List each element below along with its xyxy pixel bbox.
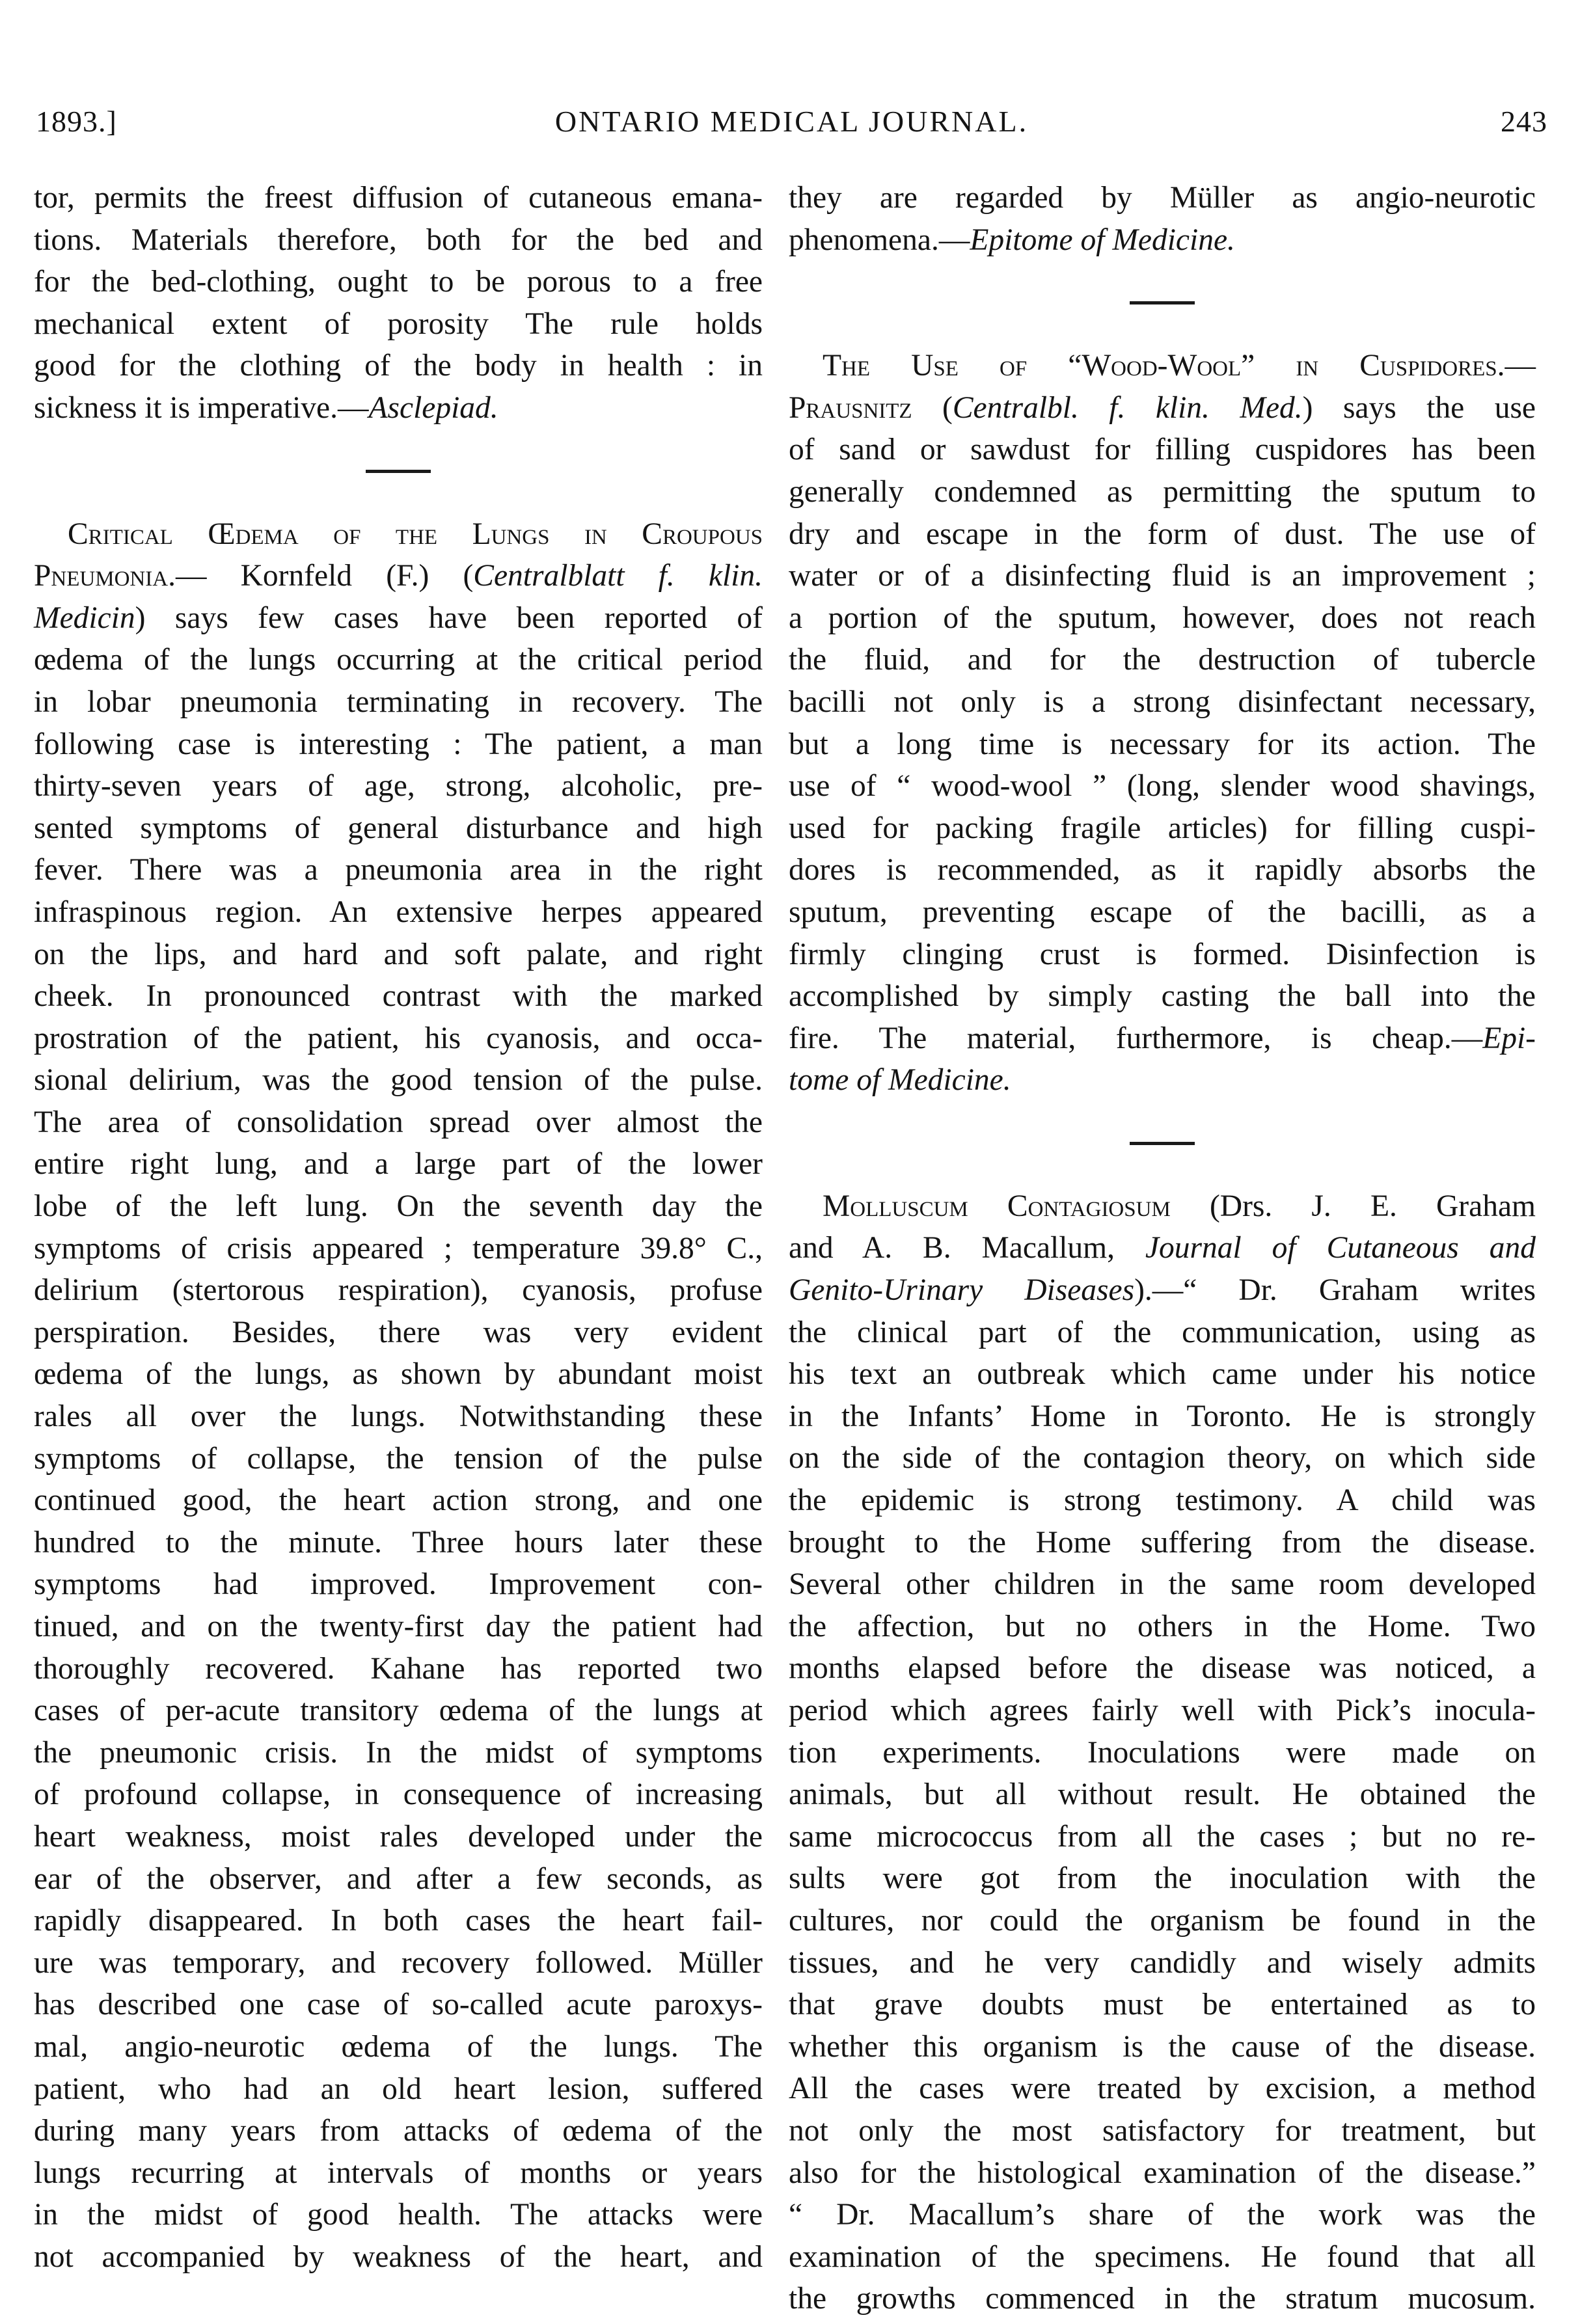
article-title-cont: Pneumonia. — [34, 559, 176, 593]
text-line: but a long time is necessary for its action. The — [789, 727, 1536, 761]
text-line: dry and escape in the form of dust. The use of — [789, 517, 1536, 551]
text-line: on the lips, and hard and soft palate, and right — [34, 937, 763, 971]
text-line: phenomena.—Epitome of Medicine. — [789, 223, 1235, 257]
text-line: and A. B. Macallum, Journal of Cutaneous and — [789, 1231, 1536, 1265]
text-line: examination of the specimens. He found that all — [789, 2239, 1536, 2274]
section-divider — [1130, 301, 1195, 304]
text-line: sputum, preventing escape of the bacilli, as a — [789, 895, 1536, 929]
text-line: his text an outbreak which came under his notice — [789, 1357, 1536, 1392]
text-line: symptoms had improved. Improvement con- — [34, 1567, 763, 1602]
section-divider — [1130, 1142, 1195, 1145]
text-line: prostration of the patient, his cyanosis, and occa- — [34, 1021, 763, 1055]
text-line: also for the histological examination of the disease.” — [789, 2155, 1536, 2190]
text-line: not accompanied by weakness of the heart, and — [34, 2239, 763, 2274]
text-line: fire. The material, furthermore, is cheap.—Epi- — [789, 1021, 1536, 1055]
text-line: Several other children in the same room developed — [789, 1567, 1536, 1602]
text-line: of sand or sawdust for filling cuspidores has been — [789, 433, 1536, 467]
text-line: during many years from attacks of œdema of the — [34, 2114, 763, 2148]
text-line: water or of a disinfecting fluid is an improvement ; — [789, 559, 1536, 593]
text-line: perspiration. Besides, there was very evident — [34, 1315, 763, 1349]
text-line: of profound collapse, in consequence of increasing — [34, 1777, 763, 1812]
text-line: œdema of the lungs, as shown by abundant moist — [34, 1357, 763, 1392]
text-line: use of “ wood-wool ” (long, slender wood shavings, — [789, 769, 1536, 804]
text-line: used for packing fragile articles) for filling cuspi- — [789, 811, 1536, 845]
journal-citation: Centralbl. f. klin. Med. — [952, 390, 1303, 425]
text-line: period which agrees fairly well with Pick’s inocula- — [789, 1694, 1536, 1727]
article-molluscum — [789, 1185, 1536, 2320]
source-citation: Epitome of Medicine. — [970, 223, 1235, 257]
text-line: œdema of the lungs occurring at the critical period — [34, 643, 763, 677]
text-line: infraspinous region. An extensive herpes appeared — [34, 895, 763, 929]
journal-citation: Genito-Urinary Diseases — [789, 1273, 1135, 1308]
running-head — [36, 104, 1547, 150]
text-line: tinued, and on the twenty-first day the patient had — [34, 1610, 763, 1643]
text-line: animals, but all without result. He obtained the — [789, 1777, 1536, 1812]
text-line: mechanical extent of porosity The rule holds — [34, 306, 763, 341]
text-line: thoroughly recovered. Kahane has reported two — [34, 1651, 763, 1686]
text-line: thirty-seven years of age, strong, alcoholic, pre- — [34, 769, 763, 804]
text-line: following case is interesting : The patient, a man — [34, 727, 763, 761]
left-column — [34, 177, 763, 2278]
page-number: 243 — [1501, 105, 1547, 138]
text-line: cheek. In pronounced contrast with the marked — [34, 979, 763, 1014]
source-citation: Asclepiad. — [368, 390, 498, 425]
text-line: mal, angio-neurotic œdema of the lungs. The — [34, 2029, 763, 2064]
text-line: the growths commenced in the stratum mucosum. — [789, 2282, 1536, 2316]
journal-citation: Centralblatt f. klin. — [473, 559, 763, 593]
text-line: sional delirium, was the good tension of the pulse. — [34, 1063, 763, 1098]
text-line: the pneumonic crisis. In the midst of symptoms — [34, 1735, 763, 1770]
text-line: ure was temporary, and recovery followed. Müller — [34, 1945, 763, 1980]
text-line: Molluscum Contagiosum (Drs. J. E. Graham — [823, 1189, 1536, 1223]
text-line: entire right lung, and a large part of the lower — [34, 1147, 763, 1182]
source-citation: tome of Medicine. — [789, 1063, 1011, 1098]
text-line: they are regarded by Müller as angio-neurotic — [789, 181, 1536, 215]
text-line: a portion of the sputum, however, does not reach — [789, 601, 1536, 635]
text-line: dores is recommended, as it rapidly absorbs the — [789, 853, 1536, 887]
text-line: cultures, nor could the organism be found in the — [789, 1903, 1536, 1938]
text-line: delirium (stertorous respiration), cyanosis, profuse — [34, 1273, 763, 1308]
article-title: Critical Œdema of the Lungs in Croupous — [68, 517, 763, 551]
text-line: accomplished by simply casting the ball into the — [789, 979, 1536, 1014]
text-line: firmly clinging crust is formed. Disinfection is — [789, 937, 1536, 971]
text-line: same micrococcus from all the cases ; but no re- — [789, 1819, 1536, 1854]
text-line: All the cases were treated by excision, a method — [789, 2072, 1536, 2106]
text-line: fever. There was a pneumonia area in the right — [34, 853, 763, 887]
text-line: tions. Materials therefore, both for the bed and — [34, 223, 763, 257]
text-line: sults were got from the inoculation with the — [789, 1861, 1536, 1896]
text-line: tor, permits the freest diffusion of cutaneous emana- — [34, 181, 763, 215]
article-critical-oedema — [34, 513, 763, 2278]
header-year: 1893.] — [36, 105, 117, 138]
text-line: the clinical part of the communication, using as — [789, 1315, 1536, 1349]
text-line: not only the most satisfactory for treatment, but — [789, 2113, 1536, 2148]
text-line: heart weakness, moist rales developed under the — [34, 1819, 763, 1854]
text-line: cases of per-acute transitory œdema of the lungs at — [34, 1694, 763, 1728]
article-author: Prausnitz — [789, 390, 912, 425]
text-line: hundred to the minute. Three hours later these — [34, 1525, 763, 1560]
article-title: The Use of “Wood-Wool” in Cuspidores.— — [823, 349, 1536, 383]
text-line: whether this organism is the cause of the disease. — [789, 2029, 1536, 2064]
text-line: The area of consolidation spread over almost the — [34, 1105, 763, 1139]
source-citation: Epi- — [1482, 1021, 1536, 1055]
text-line: the epidemic is strong testimony. A child was — [789, 1483, 1536, 1518]
text-line: bacilli not only is a strong disinfectant necessary, — [789, 684, 1536, 719]
text-line: in the Infants’ Home in Toronto. He is strongly — [789, 1399, 1536, 1433]
text-line: lungs recurring at intervals of months or years — [34, 2155, 763, 2190]
text-line: Medicin) says few cases have been reported of — [34, 601, 763, 635]
text-line: for the bed-clothing, ought to be porous to a free — [34, 265, 763, 299]
text-line: the fluid, and for the destruction of tubercle — [789, 643, 1536, 677]
text-line: “ Dr. Macallum’s share of the work was the — [789, 2198, 1536, 2232]
article-title: Molluscum Contagiosum — [823, 1189, 1171, 1223]
continued-paragraph — [34, 177, 763, 429]
text-line: brought to the Home suffering from the disease. — [789, 1525, 1536, 1560]
continued-paragraph — [789, 177, 1536, 261]
text-line: sickness it is imperative.—Asclepiad. — [34, 390, 498, 425]
text-line: tion experiments. Inoculations were made on — [789, 1735, 1536, 1770]
text-line: on the side of the contagion theory, on which side — [789, 1441, 1536, 1476]
journal-title: ONTARIO MEDICAL JOURNAL. — [554, 105, 1029, 138]
text-line: Pneumonia.— Kornfeld (F.) (Centralblatt f. klin. — [34, 559, 763, 593]
text-line: patient, who had an old heart lesion, suffered — [34, 2072, 763, 2106]
text-line: good for the clothing of the body in health : in — [34, 349, 763, 383]
text-line: generally condemned as permitting the sputum to — [789, 474, 1536, 509]
text-line: symptoms of collapse, the tension of the pulse — [34, 1441, 763, 1476]
text-line: sented symptoms of general disturbance and high — [34, 811, 763, 845]
text-line: tissues, and he very candidly and wisely admits — [789, 1945, 1536, 1980]
text-line: the affection, but no others in the Home. Two — [789, 1609, 1536, 1643]
section-divider — [366, 470, 431, 473]
text-line: months elapsed before the disease was noticed, a — [789, 1651, 1536, 1686]
text-line: that grave doubts must be entertained as to — [789, 1988, 1536, 2022]
text-line: Prausnitz (Centralbl. f. klin. Med.) says the use — [789, 390, 1536, 425]
journal-citation: Journal of Cutaneous and — [1145, 1231, 1536, 1265]
text-line: rapidly disappeared. In both cases the heart fail- — [34, 1904, 763, 1938]
article-wood-wool — [789, 345, 1536, 1101]
journal-citation: Medicin — [34, 601, 135, 635]
text-line: ear of the observer, and after a few seconds, as — [34, 1861, 763, 1896]
text-line: symptoms of crisis appeared ; temperature 39.8° C., — [34, 1231, 763, 1265]
text-line: Genito-Urinary Diseases).—“ Dr. Graham writes — [789, 1273, 1536, 1308]
text-line: continued good, the heart action strong, and one — [34, 1483, 763, 1518]
text-line: lobe of the left lung. On the seventh day the — [34, 1189, 763, 1224]
text-line: rales all over the lungs. Notwithstanding these — [34, 1399, 763, 1434]
text-line: in the midst of good health. The attacks were — [34, 2198, 763, 2232]
text-line: in lobar pneumonia terminating in recovery. The — [34, 684, 763, 719]
right-column — [789, 177, 1536, 2320]
text-line: has described one case of so-called acute paroxys- — [34, 1988, 763, 2022]
